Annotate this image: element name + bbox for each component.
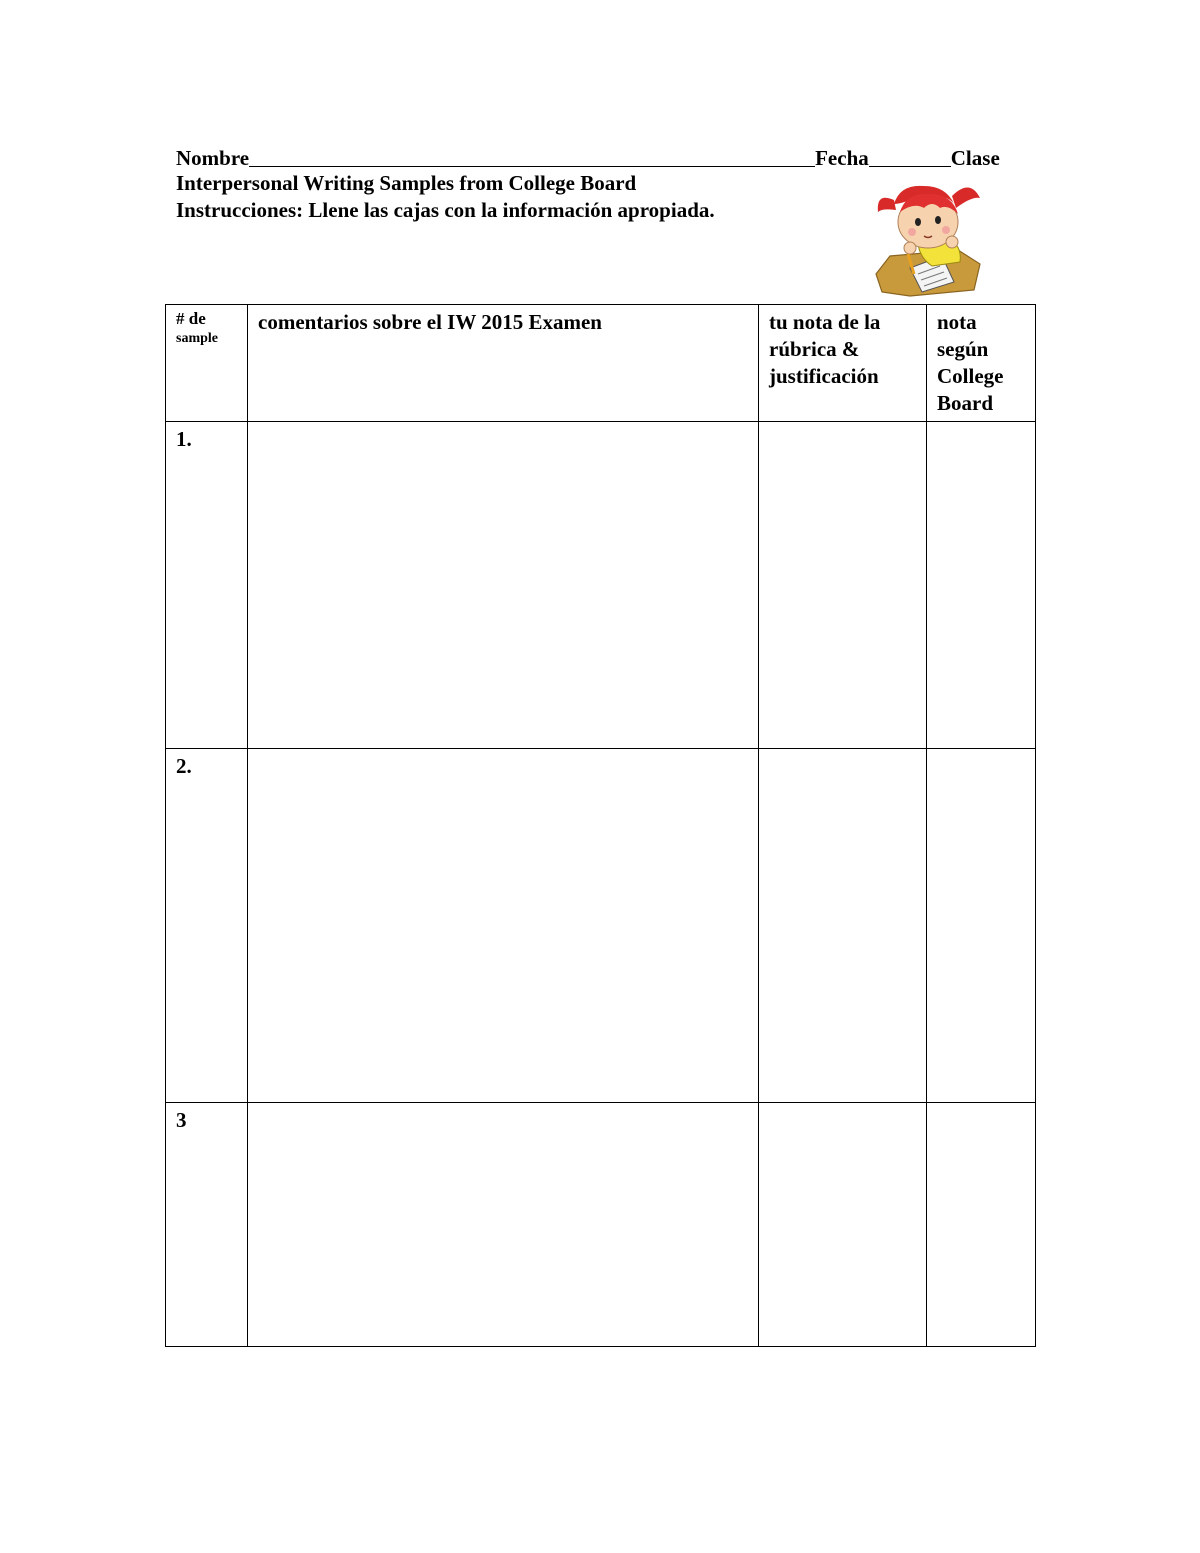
comments-cell[interactable] — [248, 422, 759, 749]
comments-cell[interactable] — [248, 1103, 759, 1347]
sample-number-cell: 3 — [166, 1103, 248, 1347]
date-blank[interactable] — [869, 146, 951, 167]
header-your-grade: tu nota de la rúbrica & justificación — [759, 305, 927, 422]
comments-cell[interactable] — [248, 749, 759, 1103]
class-label: Clase — [950, 146, 1000, 170]
header-sample-number — [166, 305, 248, 422]
header-college-board-grade: nota según College Board — [927, 305, 1036, 422]
college-board-grade-cell[interactable] — [927, 1103, 1036, 1347]
girl-writing-icon — [870, 178, 986, 304]
college-board-grade-cell[interactable] — [927, 422, 1036, 749]
date-label: Fecha — [815, 146, 869, 170]
sample-number-cell: 2. — [166, 749, 248, 1103]
header-comments: comentarios sobre el IW 2015 Examen — [248, 305, 759, 422]
name-blank[interactable] — [249, 146, 815, 167]
name-label: Nombre — [176, 146, 250, 170]
college-board-grade-cell[interactable] — [927, 749, 1036, 1103]
table-row — [166, 1103, 1036, 1347]
your-grade-cell[interactable] — [759, 1103, 927, 1347]
worksheet-instructions: Instrucciones: Llene las cajas con la información apropiada. — [176, 198, 715, 222]
sample-number-cell: 1. — [166, 422, 248, 749]
name-date-class-line — [176, 143, 1022, 171]
your-grade-cell[interactable] — [759, 749, 927, 1103]
worksheet-subtitle: Interpersonal Writing Samples from College Board — [176, 171, 637, 195]
table-header-row — [166, 305, 1036, 422]
header-sample-number-line2: sample — [176, 331, 218, 346]
table-row — [166, 749, 1036, 1103]
your-grade-cell[interactable] — [759, 422, 927, 749]
samples-table — [165, 304, 1036, 1347]
table-row — [166, 422, 1036, 749]
header-sample-number-line1: # de — [176, 309, 206, 328]
